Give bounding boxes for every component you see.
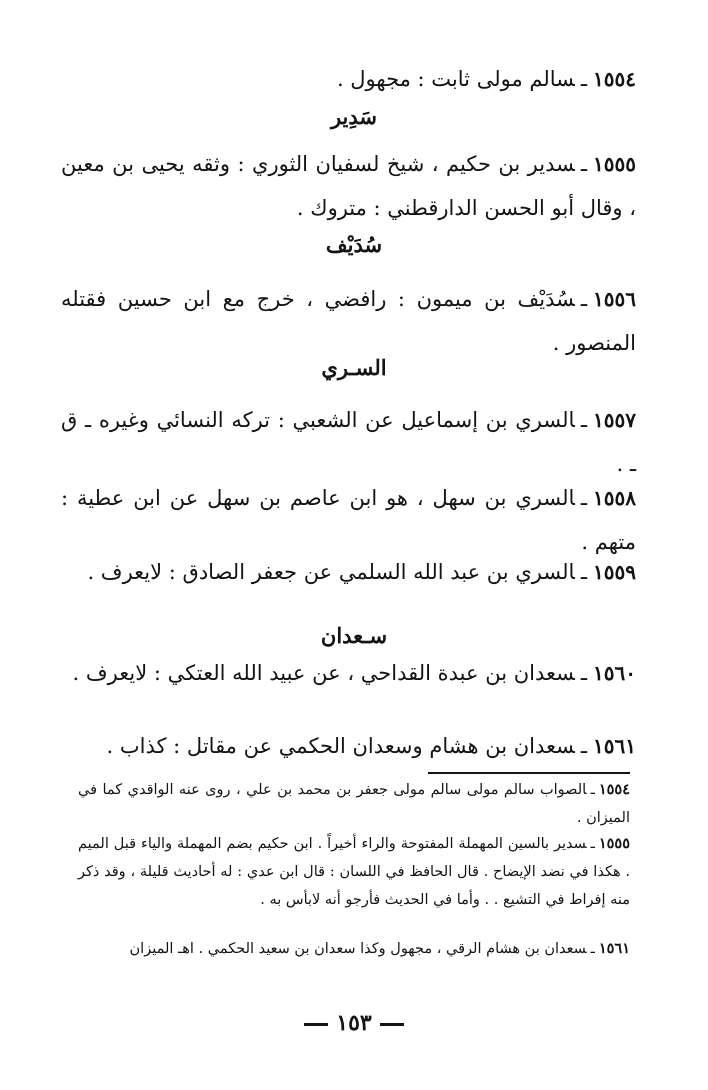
page-number-right-bar: [304, 1023, 328, 1026]
entry-1560: [61, 651, 636, 695]
page-number-value: ١٥٣: [336, 1010, 372, 1036]
footnote-number: ١٥٦١: [598, 940, 630, 957]
footnote-1554: [78, 776, 630, 832]
entry-text: سُدَيْف بن ميمون : رافضي ، خرج مع ابن حسين فقتله المنصور .: [61, 287, 636, 355]
section-heading-sudayf: سُدَيْف: [325, 232, 383, 257]
page-number: [0, 1010, 708, 1036]
entry-number: ١٥٥٦: [593, 287, 636, 311]
entry-dash: ـ: [580, 661, 588, 685]
footnote-text: الصواب سالم مولى سالم مولى جعفر بن محمد بن علي ، روى عنه الواقدي كما في الميزان .: [78, 782, 630, 826]
entry-1556: [61, 277, 636, 365]
footnote-text: سعدان بن هشام الرقي ، مجهول وكذا سعدان بن سعيد الحكمي . اهـ الميزان: [129, 941, 587, 957]
page-number-left-bar: [380, 1023, 404, 1026]
entry-number: ١٥٥٨: [593, 486, 636, 510]
entry-1555: [61, 142, 636, 230]
entry-text: سعدان بن هشام وسعدان الحكمي عن مقاتل : كذاب .: [106, 734, 575, 758]
entry-text: السري بن إسماعيل عن الشعبي : تركه النسائي وغيره ـ ق ـ .: [61, 408, 636, 476]
footnote-dash: ـ: [590, 782, 595, 798]
footnote-1561: [78, 935, 630, 963]
entry-number: ١٥٥٧: [593, 408, 636, 432]
section-heading-sadir: سَدِير: [330, 104, 378, 129]
footnote-1555: [78, 830, 630, 914]
entry-1561: [61, 724, 636, 768]
entry-number: ١٥٥٩: [593, 560, 636, 584]
entry-dash: ـ: [580, 152, 588, 176]
entry-dash: ـ: [580, 560, 588, 584]
entry-text: سعدان بن عبدة القداحي ، عن عبيد الله العتكي : لايعرف .: [72, 661, 575, 685]
entry-1554: [61, 57, 636, 101]
entry-number: ١٥٥٥: [593, 152, 636, 176]
entry-number: ١٥٦١: [593, 734, 636, 758]
entry-dash: ـ: [580, 408, 588, 432]
entry-text: السري بن عبد الله السلمي عن جعفر الصادق : لايعرف .: [87, 560, 575, 584]
footnote-separator: [428, 772, 630, 774]
footnote-number: ١٥٥٤: [598, 781, 630, 798]
entry-text: السري بن سهل ، هو ابن عاصم بن سهل عن ابن عطية : متهم .: [61, 486, 636, 554]
entry-dash: ـ: [580, 287, 588, 311]
entry-1557: [61, 398, 636, 486]
footnote-text: سدير بالسين المهملة المفتوحة والراء أخيراً . ابن حكيم بضم المهملة والياء قبل الميم . هكذا في نضد الإيضاح . قال الحافظ في اللسان : قال ابن عدي : له أحاديث قليلة ، وقد ذكر منه إفراط في التشيع . . وأما في الحديث فأرجو أنه لابأس به .: [78, 836, 630, 908]
entry-1559: [61, 550, 636, 594]
entry-dash: ـ: [580, 486, 588, 510]
footnote-number: ١٥٥٥: [598, 835, 630, 852]
entry-dash: ـ: [580, 67, 588, 91]
entry-number: ١٥٥٤: [593, 67, 636, 91]
entry-text: سالم مولى ثابت : مجهول .: [336, 67, 575, 91]
entry-dash: ـ: [580, 734, 588, 758]
entry-number: ١٥٦٠: [593, 661, 636, 685]
section-heading-sari: السـري: [321, 355, 387, 380]
footnote-dash: ـ: [590, 941, 595, 957]
section-heading-saadan: سـعدان: [320, 623, 388, 648]
footnote-dash: ـ: [590, 836, 595, 852]
entry-text: سدير بن حكيم ، شيخ لسفيان الثوري : وثقه يحيى بن معين ، وقال أبو الحسن الدارقطني : متروك .: [61, 152, 636, 220]
